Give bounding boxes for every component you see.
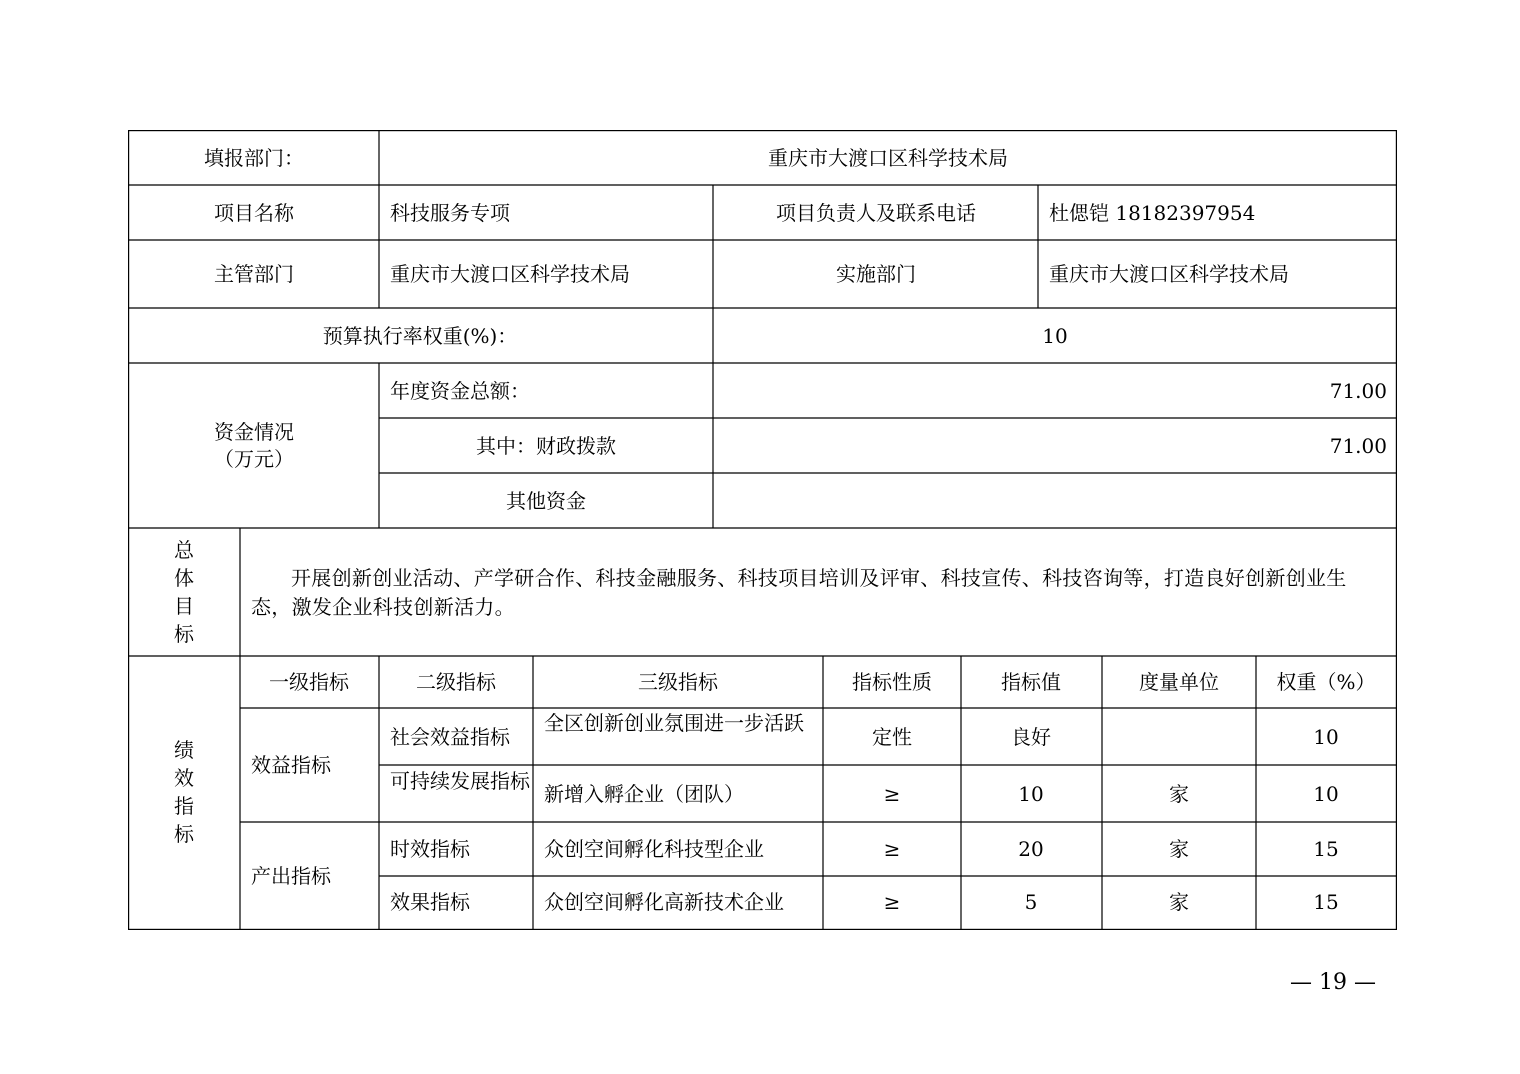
header-weight: 权重（%） — [1276, 670, 1376, 694]
table-row-c-unit: 家 — [1169, 837, 1189, 861]
funds-total-label: 年度资金总额： — [390, 379, 530, 403]
budget-weight-value: 10 — [1042, 324, 1068, 348]
page-number: — 19 — — [1290, 970, 1376, 995]
table-row-d-level2: 效果指标 — [390, 890, 470, 914]
impl-label: 实施部门 — [836, 262, 916, 286]
project-owner-value: 杜偲铠 18182397954 — [1049, 201, 1256, 225]
supervisor-value: 重庆市大渡口区科学技术局 — [390, 262, 630, 286]
header-level1: 一级指标 — [269, 670, 349, 694]
funds-unit: （万元） — [214, 447, 294, 471]
header-unit: 度量单位 — [1139, 670, 1219, 694]
project-name-value: 科技服务专项 — [390, 201, 510, 225]
table-row-d-weight: 15 — [1313, 890, 1339, 914]
funds-label: 资金情况 — [214, 420, 294, 444]
table-row-c-weight: 15 — [1313, 837, 1339, 861]
table-row-d-level3: 众创空间孵化高新技术企业 — [544, 890, 784, 914]
level1-output: 产出指标 — [251, 864, 331, 888]
table-grid — [128, 130, 1397, 930]
goal-text: 开展创新创业活动、产学研合作、科技金融服务、科技项目培训及评审、科技宣传、科技咨询等，打造良好创新创业生态，激发企业科技创新活力。 — [251, 566, 1347, 619]
table-row-c-level3: 众创空间孵化科技型企业 — [544, 837, 764, 861]
impl-value: 重庆市大渡口区科学技术局 — [1049, 262, 1289, 286]
table-row-a-level3: 全区创新创业氛围进一步活跃 — [544, 711, 804, 735]
budget-weight-label: 预算执行率权重(%)： — [322, 324, 518, 348]
table-row-a-weight: 10 — [1313, 725, 1339, 749]
table-row-c-level2: 时效指标 — [390, 837, 470, 861]
table-row-d-value: 5 — [1024, 890, 1038, 914]
funds-fiscal-label: 其中：财政拨款 — [476, 434, 616, 458]
funds-fiscal-value: 71.00 — [1329, 434, 1387, 458]
table-row-b-value: 10 — [1018, 782, 1044, 806]
performance-form-table — [128, 130, 1397, 930]
table-row-b-weight: 10 — [1313, 782, 1339, 806]
header-level3: 三级指标 — [638, 670, 718, 694]
header-level2: 二级指标 — [416, 670, 496, 694]
goal-label: 总体目标 — [174, 538, 194, 646]
header-value: 指标值 — [1001, 670, 1061, 694]
project-owner-label: 项目负责人及联系电话 — [776, 201, 976, 225]
table-row-b-level2: 可持续发展指标 — [390, 769, 530, 793]
table-row-b-level3: 新增入孵企业（团队） — [544, 782, 744, 806]
dept-value: 重庆市大渡口区科学技术局 — [768, 146, 1008, 170]
funds-other-label: 其他资金 — [506, 489, 586, 513]
table-row-a-nature: 定性 — [872, 725, 912, 749]
supervisor-label: 主管部门 — [214, 262, 294, 286]
project-name-label: 项目名称 — [214, 201, 294, 225]
table-row-a-value: 良好 — [1011, 725, 1051, 749]
funds-total-value: 71.00 — [1329, 379, 1387, 403]
level1-benefit: 效益指标 — [251, 753, 331, 777]
dept-label: 填报部门： — [204, 146, 304, 170]
performance-label: 绩效指标 — [174, 738, 194, 846]
table-row-c-value: 20 — [1018, 837, 1044, 861]
table-row-d-unit: 家 — [1169, 890, 1189, 914]
table-row-b-nature: ≥ — [883, 782, 901, 806]
table-row-c-nature: ≥ — [883, 837, 901, 861]
table-row-b-unit: 家 — [1169, 782, 1189, 806]
table-row-a-level2: 社会效益指标 — [390, 725, 510, 749]
header-nature: 指标性质 — [852, 670, 932, 694]
table-row-d-nature: ≥ — [883, 890, 901, 914]
